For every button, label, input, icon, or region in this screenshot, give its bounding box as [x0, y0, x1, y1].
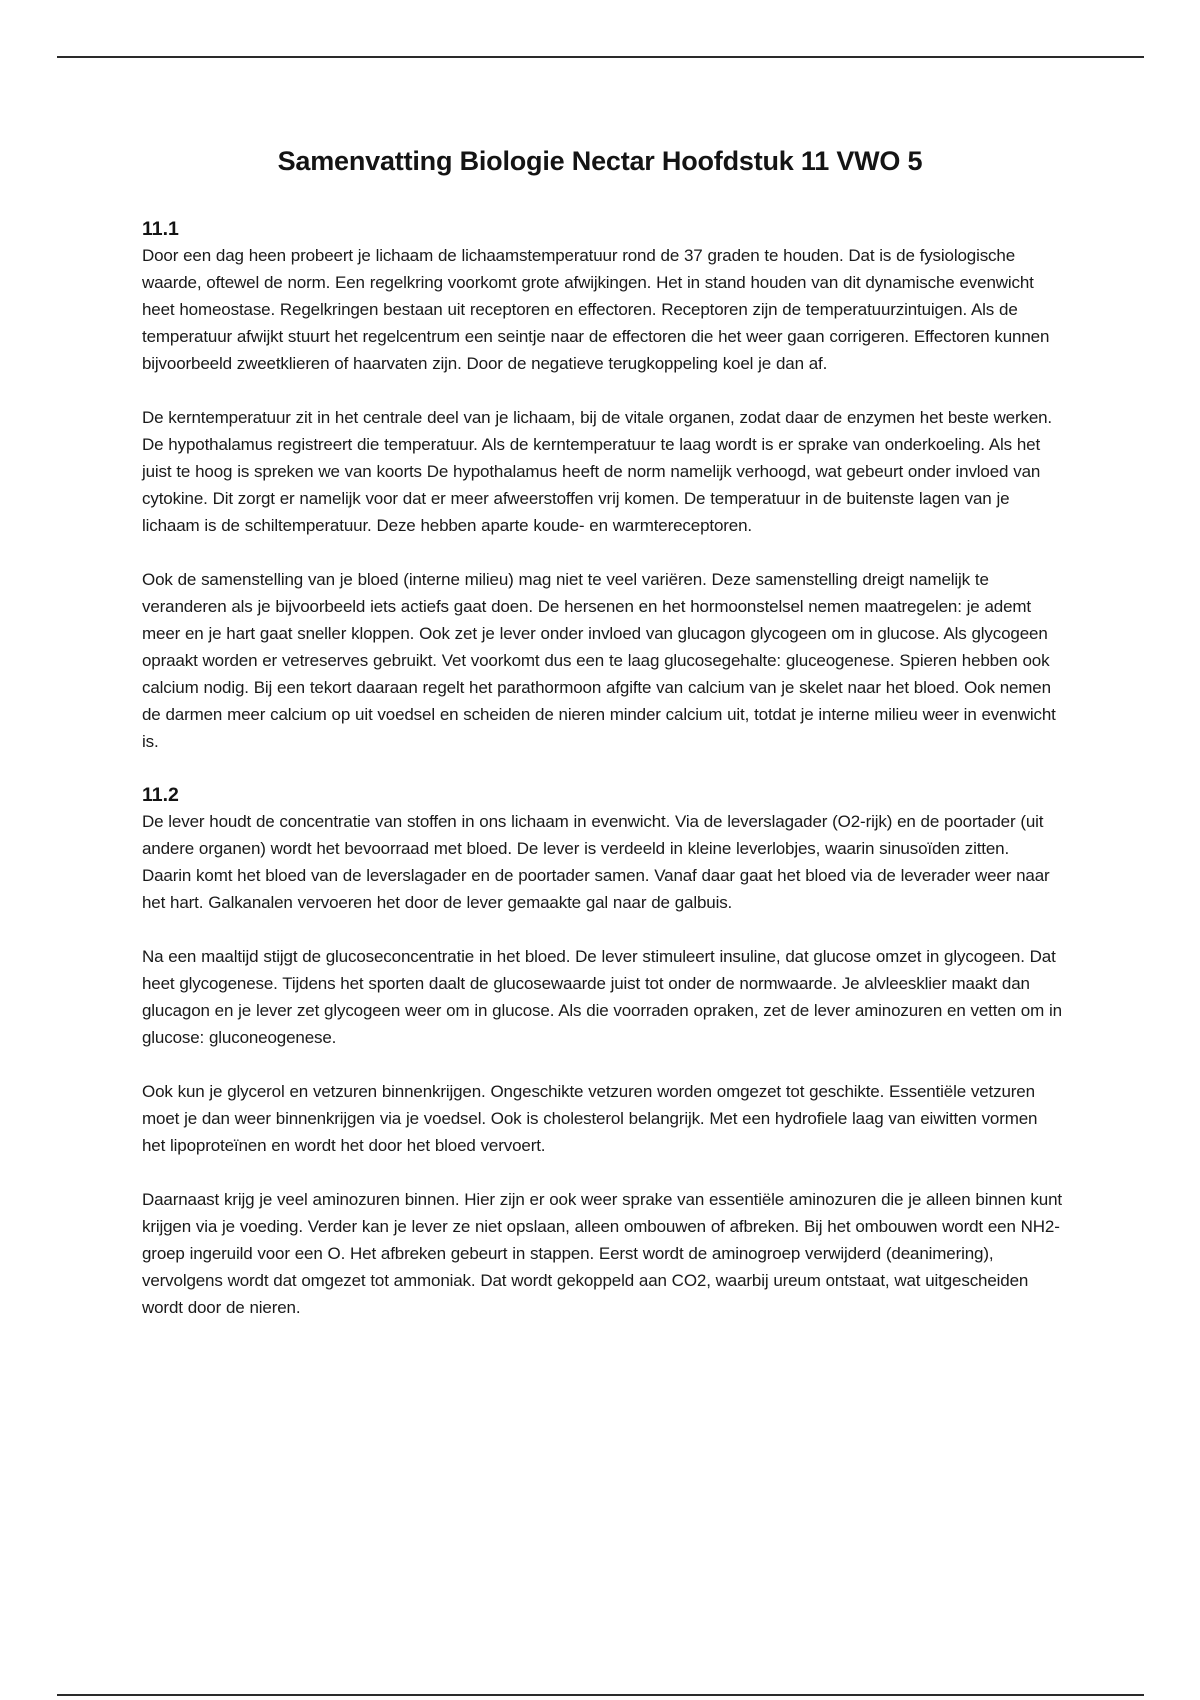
paragraph: De kerntemperatuur zit in het centrale deel van je lichaam, bij de vitale organen, zodat daar de enzymen het beste werken. De hypothalamus registreert die temperatuur. Als de kerntemperatuur te laag wordt is er sprake van onderkoeling. Als het juist te hoog is spreken we van koorts De hypothalamus heeft de norm namelijk verhoogd, wat gebeurt onder invloed van cytokine. Dit zorgt er namelijk voor dat er meer afweerstoffen vrij komen. De temperatuur in de buitenste lagen van je lichaam is de schiltemperatuur. Deze hebben aparte koude- en warmtereceptoren.	[142, 408, 1053, 535]
paragraph: Na een maaltijd stijgt de glucoseconcentratie in het bloed. De lever stimuleert insuline, dat glucose omzet in glycogeen. Dat heet glycogenese. Tijdens het sporten daalt de glucosewaarde juist tot onder de normwaarde. Je alvleesklier maakt dan glucagon en je lever zet glycogeen weer om in glucose. Als die voorraden opraken, zet de lever aminozuren en vetten om in glucose: gluconeogenese.	[142, 947, 1062, 1047]
section-11-1	[142, 216, 1062, 755]
section-11-2	[142, 782, 1062, 1321]
top-rule	[57, 56, 1144, 58]
section-heading: 11.2	[142, 784, 179, 806]
page-title: Samenvatting Biologie Nectar Hoofdstuk 11 VWO 5	[277, 146, 923, 176]
paragraph: Door een dag heen probeert je lichaam de lichaamstemperatuur rond de 37 graden te houden. Dat is de fysiologische waarde, oftewel de norm. Een regelkring voorkomt grote afwijkingen. Het in stand houden van dit dynamische evenwicht heet homeostase. Regelkringen bestaan uit receptoren en effectoren. Receptoren zijn de temperatuurzintuigen. Als de temperatuur afwijkt stuurt het regelcentrum een seintje naar de effectoren die het weer gaan corrigeren. Effectoren kunnen bijvoorbeeld zweetklieren of haarvaten zijn. Door de negatieve terugkoppeling koel je dan af.	[142, 246, 1050, 373]
paragraph: Ook kun je glycerol en vetzuren binnenkrijgen. Ongeschikte vetzuren worden omgezet tot geschikte. Essentiële vetzuren moet je dan weer binnenkrijgen via je voedsel. Ook is cholesterol belangrijk. Met een hydrofiele laag van eiwitten vormen het lipoproteïnen en wordt het door het bloed vervoert.	[142, 1082, 1038, 1155]
document-body	[142, 216, 1062, 1348]
section-heading: 11.1	[142, 218, 179, 240]
paragraph: Ook de samenstelling van je bloed (interne milieu) mag niet te veel variëren. Deze samenstelling dreigt namelijk te veranderen als je bijvoorbeeld iets actiefs gaat doen. De hersenen en het hormoonstelsel nemen maatregelen: je ademt meer en je hart gaat sneller kloppen. Ook zet je lever onder invloed van glucagon glycogeen om in glucose. Als glycogeen opraakt worden er vetreserves gebruikt. Vet voorkomt dus een te laag glucosegehalte: gluceogenese. Spieren hebben ook calcium nodig. Bij een tekort daaraan regelt het parathormoon afgifte van calcium van je skelet naar het bloed. Ook nemen de darmen meer calcium op uit voedsel en scheiden de nieren minder calcium uit, totdat je interne milieu weer in evenwicht is.	[142, 570, 1056, 751]
paragraph: De lever houdt de concentratie van stoffen in ons lichaam in evenwicht. Via de leverslagader (O2-rijk) en de poortader (uit andere organen) wordt het bevoorraad met bloed. De lever is verdeeld in kleine leverlobjes, waarin sinusoïden zitten. Daarin komt het bloed van de leverslagader en de poortader samen. Vanaf daar gaat het bloed via de leverader weer naar het hart. Galkanalen vervoeren het door de lever gemaakte gal naar de galbuis.	[142, 812, 1050, 912]
bottom-rule	[57, 1694, 1144, 1696]
paragraph: Daarnaast krijg je veel aminozuren binnen. Hier zijn er ook weer sprake van essentiële aminozuren die je alleen binnen kunt krijgen via je voeding. Verder kan je lever ze niet opslaan, alleen ombouwen of afbreken. Bij het ombouwen wordt een NH2-groep ingeruild voor een O. Het afbreken gebeurt in stappen. Eerst wordt de aminogroep verwijderd (deanimering), vervolgens wordt dat omgezet tot ammoniak. Dat wordt gekoppeld aan CO2, waarbij ureum ontstaat, wat uitgescheiden wordt door de nieren.	[142, 1190, 1062, 1317]
